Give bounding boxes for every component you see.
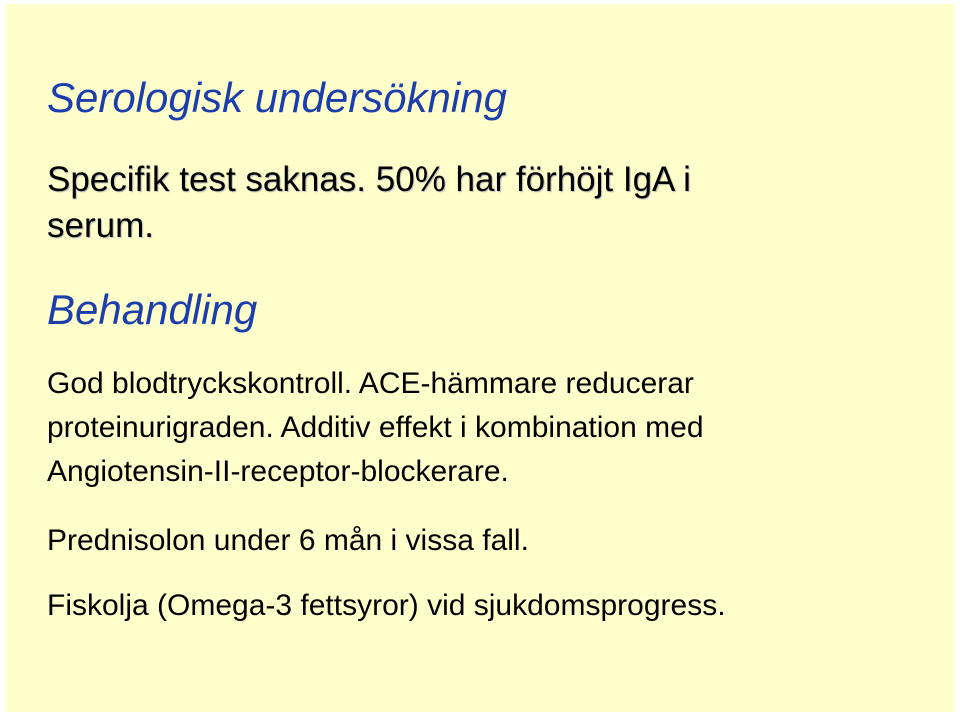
text-line: Specifik test saknas. 50% har förhöjt IgA i	[47, 160, 691, 199]
heading-behandling: Behandling	[47, 286, 258, 333]
paragraph-specifik-test	[47, 157, 691, 249]
text-line: proteinurigraden. Additiv effekt i kombination med	[47, 411, 704, 444]
paragraph-fiskolja: Fiskolja (Omega-3 fettsyror) vid sjukdomsprogress.	[47, 589, 726, 622]
heading-serologisk-undersokning: Serologisk undersökning	[47, 74, 507, 121]
paragraph-blodtryckskontroll	[47, 362, 704, 494]
text-line: serum.	[47, 206, 154, 245]
slide	[5, 4, 955, 712]
text-line: Angiotensin-II-receptor-blockerare.	[47, 455, 509, 488]
text-line: God blodtryckskontroll. ACE-hämmare reducerar	[47, 367, 694, 400]
paragraph-prednisolon: Prednisolon under 6 mån i vissa fall.	[47, 524, 529, 557]
